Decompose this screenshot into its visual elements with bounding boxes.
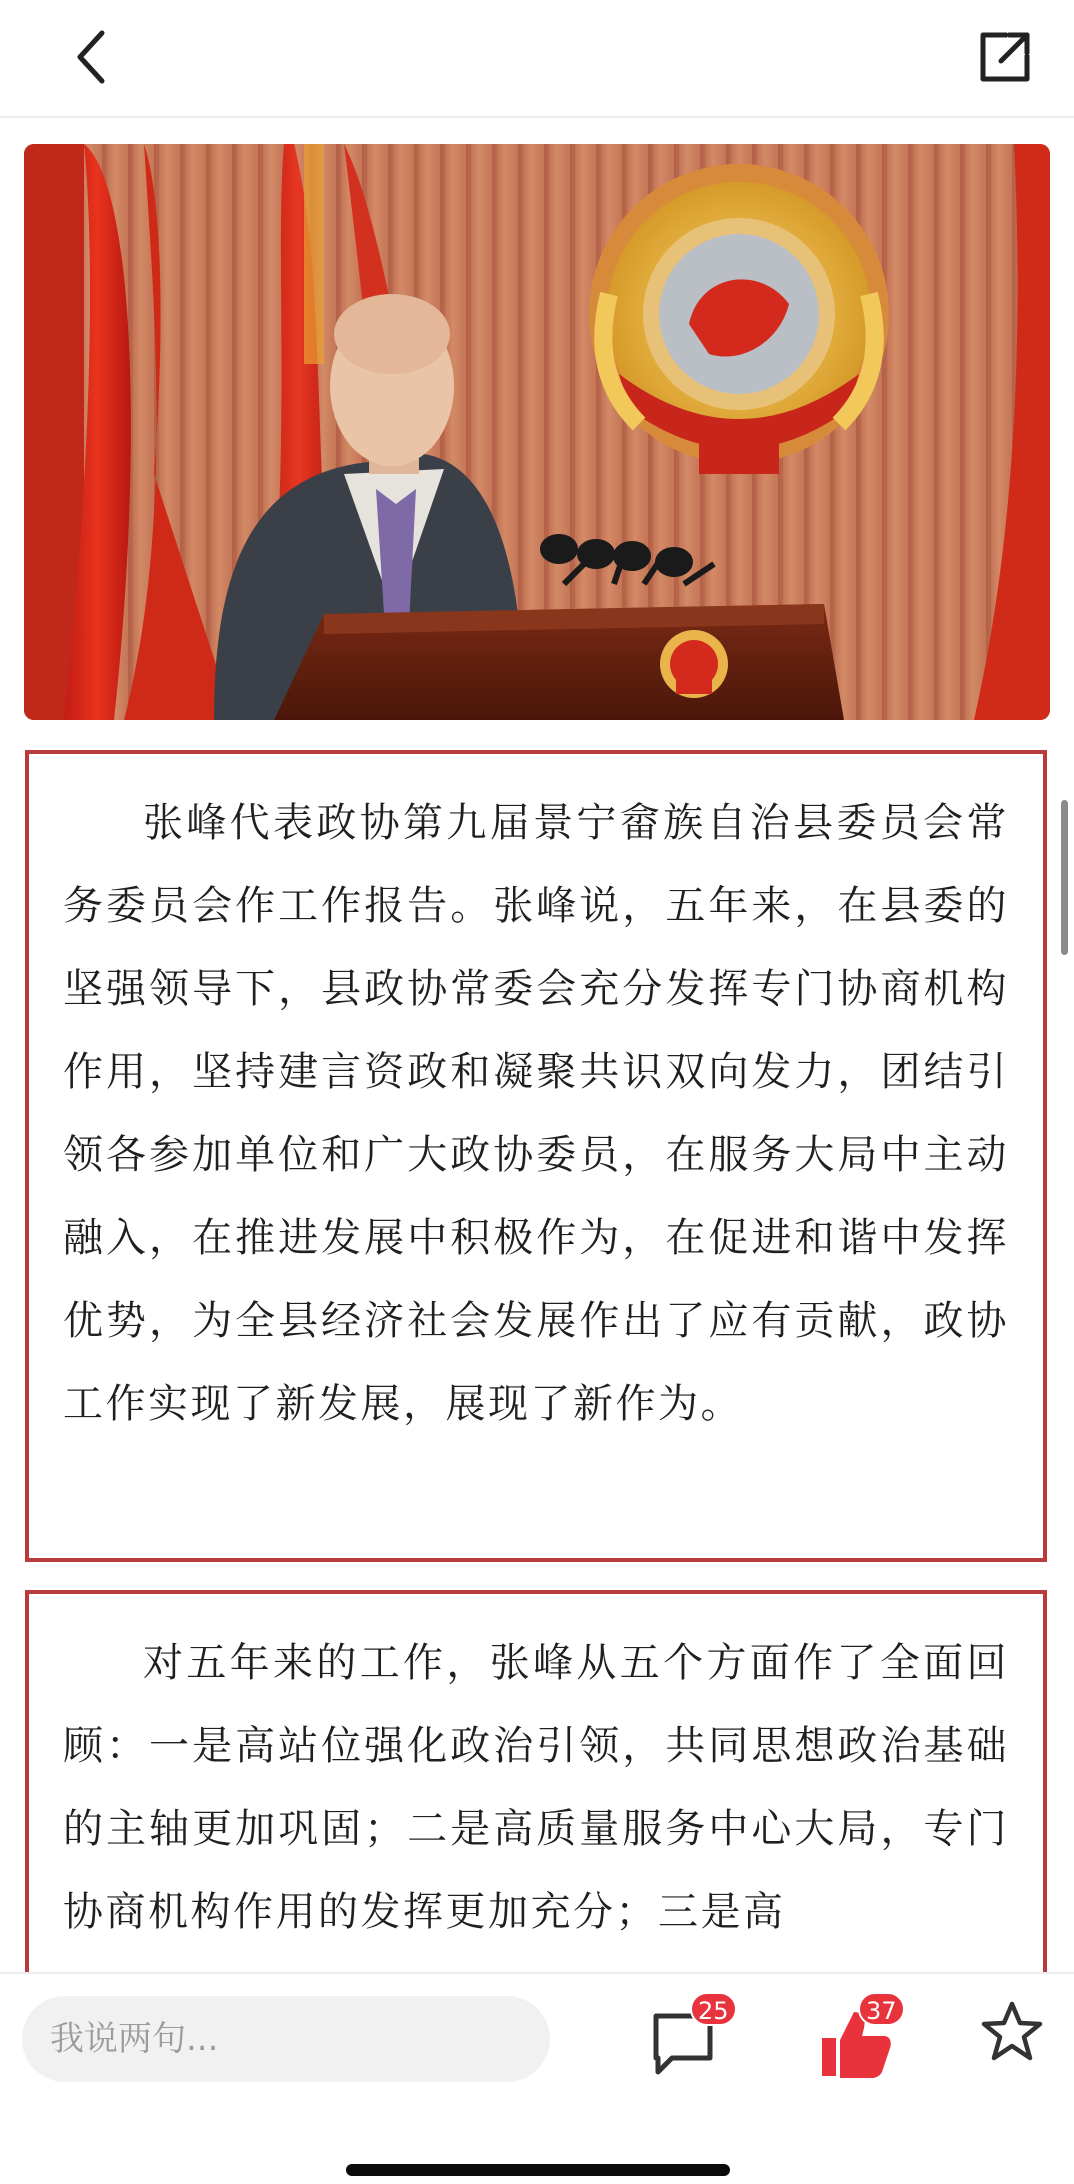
like-count-badge: 37	[858, 1992, 905, 2026]
comment-count-badge: 25	[690, 1992, 737, 2026]
chevron-left-icon	[72, 27, 112, 87]
back-button[interactable]	[62, 24, 122, 90]
article-hero-image	[24, 144, 1050, 720]
star-icon	[980, 2000, 1044, 2064]
comment-input[interactable]	[22, 1996, 550, 2082]
comment-button[interactable]	[648, 1998, 738, 2082]
article-paragraph: 张峰代表政协第九届景宁畲族自治县委员会常务委员会作工作报告。张峰说，五年来，在县委的坚强领导下，县政协常委会充分发挥专门协商机构作用，坚持建言资政和凝聚共识双向发力，团结引领各参加单位和广大政协委员，在服务大局中主动融入，在推进发展中积极作为，在促进和谐中发挥优势，为全县经济社会发展作出了应有贡献，政协工作实现了新发展，展现了新作为。	[63, 800, 1009, 1427]
article-paragraph: 对五年来的工作，张峰从五个方面作了全面回顾：一是高站位强化政治引领，共同思想政治基础的主轴更加巩固；二是高质量服务中心大局，专门协商机构作用的发挥更加充分；三是高	[63, 1640, 1009, 1935]
home-indicator[interactable]	[346, 2164, 730, 2176]
share-button[interactable]	[972, 24, 1038, 90]
bottom-action-bar	[0, 1972, 1074, 2184]
like-button[interactable]	[818, 1998, 918, 2082]
share-external-icon	[977, 29, 1033, 85]
top-nav-bar	[0, 0, 1074, 118]
favorite-button[interactable]	[980, 2000, 1050, 2070]
scrollbar-thumb[interactable]	[1061, 800, 1068, 955]
article-paragraph-box	[25, 1590, 1047, 2010]
article-paragraph-box	[25, 750, 1047, 1562]
